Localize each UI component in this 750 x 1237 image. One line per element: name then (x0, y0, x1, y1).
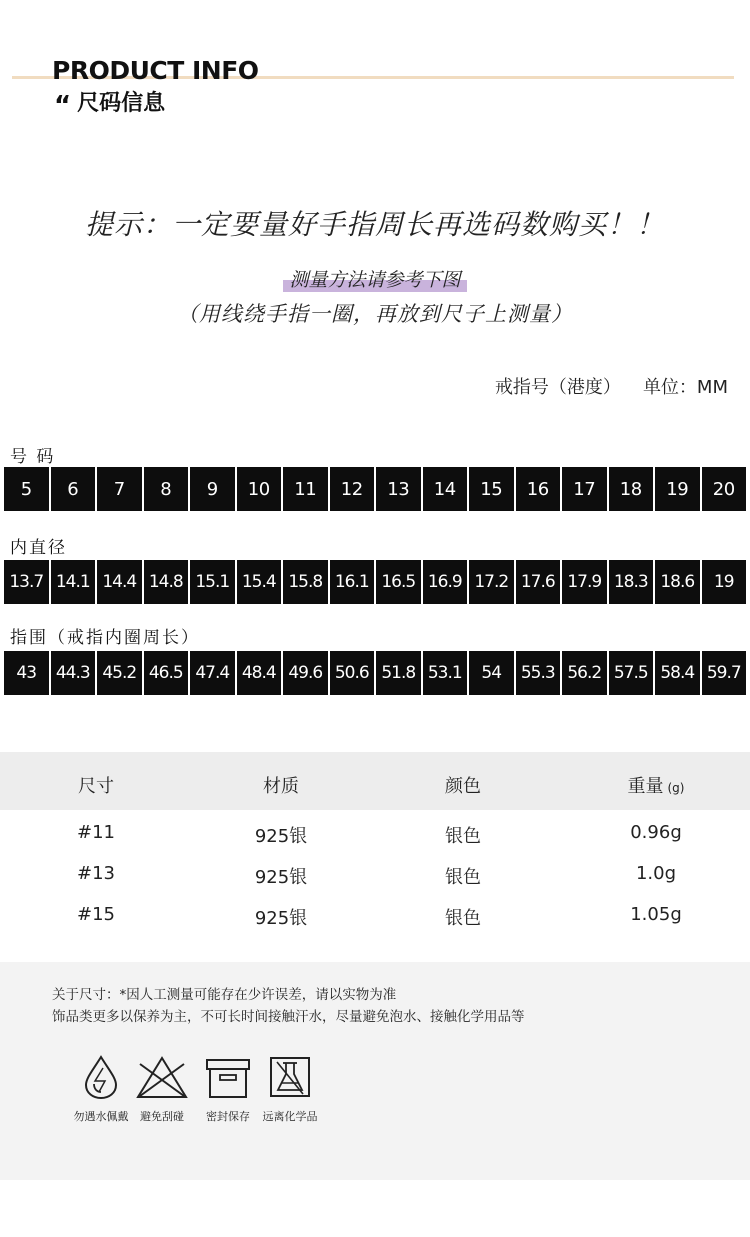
spec-header-size: 尺寸 (78, 776, 114, 797)
diameter-row (4, 560, 746, 604)
no-scratch-icon (134, 1054, 190, 1100)
circumference-cell: 55.3 (516, 651, 561, 695)
size-cell: 7 (97, 467, 142, 511)
diameter-cell: 16.5 (376, 560, 421, 604)
circumference-cell: 53.1 (423, 651, 468, 695)
circumference-cell: 58.4 (655, 651, 700, 695)
note-size: 关于尺寸：*因人工测量可能存在少许误差，请以实物为准 (52, 987, 397, 1003)
circumference-row (4, 651, 746, 695)
diameter-cell: 17.9 (562, 560, 607, 604)
care-notes (0, 962, 750, 1180)
diameter-cell: 15.4 (237, 560, 282, 604)
size-cell: 18 (609, 467, 654, 511)
size-cell: 12 (330, 467, 375, 511)
care-label: 密封保存 (206, 1110, 250, 1123)
diameter-cell: 16.1 (330, 560, 375, 604)
diameter-cell: 17.2 (469, 560, 514, 604)
unit-line (495, 373, 728, 399)
size-cell: 9 (190, 467, 235, 511)
size-row (4, 467, 746, 511)
diameter-cell: 17.6 (516, 560, 561, 604)
care-label: 避免刮碰 (140, 1110, 184, 1123)
spec-cell-size: #13 (77, 863, 115, 884)
size-cell: 6 (51, 467, 96, 511)
size-cell: 19 (655, 467, 700, 511)
circumference-cell: 49.6 (283, 651, 328, 695)
care-label: 远离化学品 (262, 1110, 318, 1123)
circumference-cell: 57.5 (609, 651, 654, 695)
diameter-row-label: 内直径 (10, 538, 67, 558)
circumference-cell: 50.6 (330, 651, 375, 695)
tip-method-wrap (0, 265, 750, 292)
size-cell: 14 (423, 467, 468, 511)
diameter-cell: 14.1 (51, 560, 96, 604)
spec-cell-color: 银色 (445, 826, 481, 847)
size-type: 戒指号（港度） (494, 377, 621, 398)
sealed-box-icon (203, 1054, 253, 1100)
size-cell: 20 (702, 467, 747, 511)
header-subtitle-text: 尺码信息 (77, 91, 166, 116)
spec-header-weight-text: 重量 (627, 776, 664, 797)
circumference-cell: 47.4 (190, 651, 235, 695)
care-item-sealed (195, 1054, 261, 1124)
size-cell: 13 (376, 467, 421, 511)
size-cell: 5 (4, 467, 49, 511)
size-cell: 10 (237, 467, 282, 511)
spec-cell-material: 925银 (254, 826, 308, 847)
diameter-cell: 15.8 (283, 560, 328, 604)
spec-header-material: 材质 (263, 776, 299, 797)
diameter-cell: 18.6 (655, 560, 700, 604)
diameter-cell: 15.1 (190, 560, 235, 604)
spec-cell-color: 银色 (445, 908, 481, 929)
header-subtitle (54, 86, 165, 121)
spec-cell-size: #15 (77, 904, 115, 925)
size-cell: 11 (283, 467, 328, 511)
diameter-cell: 19 (702, 560, 747, 604)
size-cell: 15 (469, 467, 514, 511)
size-row-label: 号 码 (10, 447, 56, 467)
size-cell: 8 (144, 467, 189, 511)
spec-header-color: 颜色 (445, 776, 481, 797)
care-item-chemical (257, 1054, 323, 1124)
spec-cell-color: 银色 (445, 867, 481, 888)
spec-table-header (0, 752, 750, 810)
circumference-cell: 44.3 (51, 651, 96, 695)
note-care: 饰品类更多以保养为主，不可长时间接触汗水，尽量避免泡水、接触化学用品等 (52, 1009, 525, 1025)
spec-cell-weight: 1.0g (635, 863, 677, 884)
care-label: 勿遇水佩戴 (73, 1110, 129, 1123)
circumference-cell: 46.5 (144, 651, 189, 695)
circumference-cell: 54 (469, 651, 514, 695)
tip-method: 测量方法请参考下图 (283, 265, 466, 292)
circumference-row-label: 指围（戒指内圈周长） (10, 628, 200, 648)
table-row (0, 822, 750, 852)
size-cell: 16 (516, 467, 561, 511)
spec-header-weight (576, 772, 736, 798)
circumference-cell: 48.4 (237, 651, 282, 695)
quote-mark: “ (54, 91, 72, 121)
table-row (0, 863, 750, 893)
circumference-cell: 59.7 (702, 651, 747, 695)
size-cell: 17 (562, 467, 607, 511)
diameter-cell: 16.9 (423, 560, 468, 604)
diameter-cell: 14.4 (97, 560, 142, 604)
spec-cell-material: 925银 (254, 867, 308, 888)
spec-cell-size: #11 (77, 822, 115, 843)
diameter-cell: 14.8 (144, 560, 189, 604)
tip-main: 提示：一定要量好手指周长再选码数购买！！ (84, 208, 665, 241)
spec-cell-material: 925银 (254, 908, 308, 929)
care-item-water (68, 1054, 134, 1124)
diameter-cell: 18.3 (609, 560, 654, 604)
spec-cell-weight: 1.05g (630, 904, 682, 925)
water-drop-icon (81, 1054, 121, 1100)
circumference-cell: 51.8 (376, 651, 421, 695)
tip-method-detail: （用线绕手指一圈，再放到尺子上测量） (177, 302, 573, 326)
circumference-cell: 43 (4, 651, 49, 695)
circumference-cell: 56.2 (562, 651, 607, 695)
spec-cell-weight: 0.96g (630, 822, 682, 843)
table-row (0, 904, 750, 934)
weight-unit: (g) (667, 781, 685, 795)
header-title: PRODUCT INFO (52, 56, 259, 85)
unit-label: 单位：MM (642, 377, 728, 398)
care-item-scratch (129, 1054, 195, 1124)
circumference-cell: 45.2 (97, 651, 142, 695)
flask-icon (268, 1054, 312, 1100)
diameter-cell: 13.7 (4, 560, 49, 604)
